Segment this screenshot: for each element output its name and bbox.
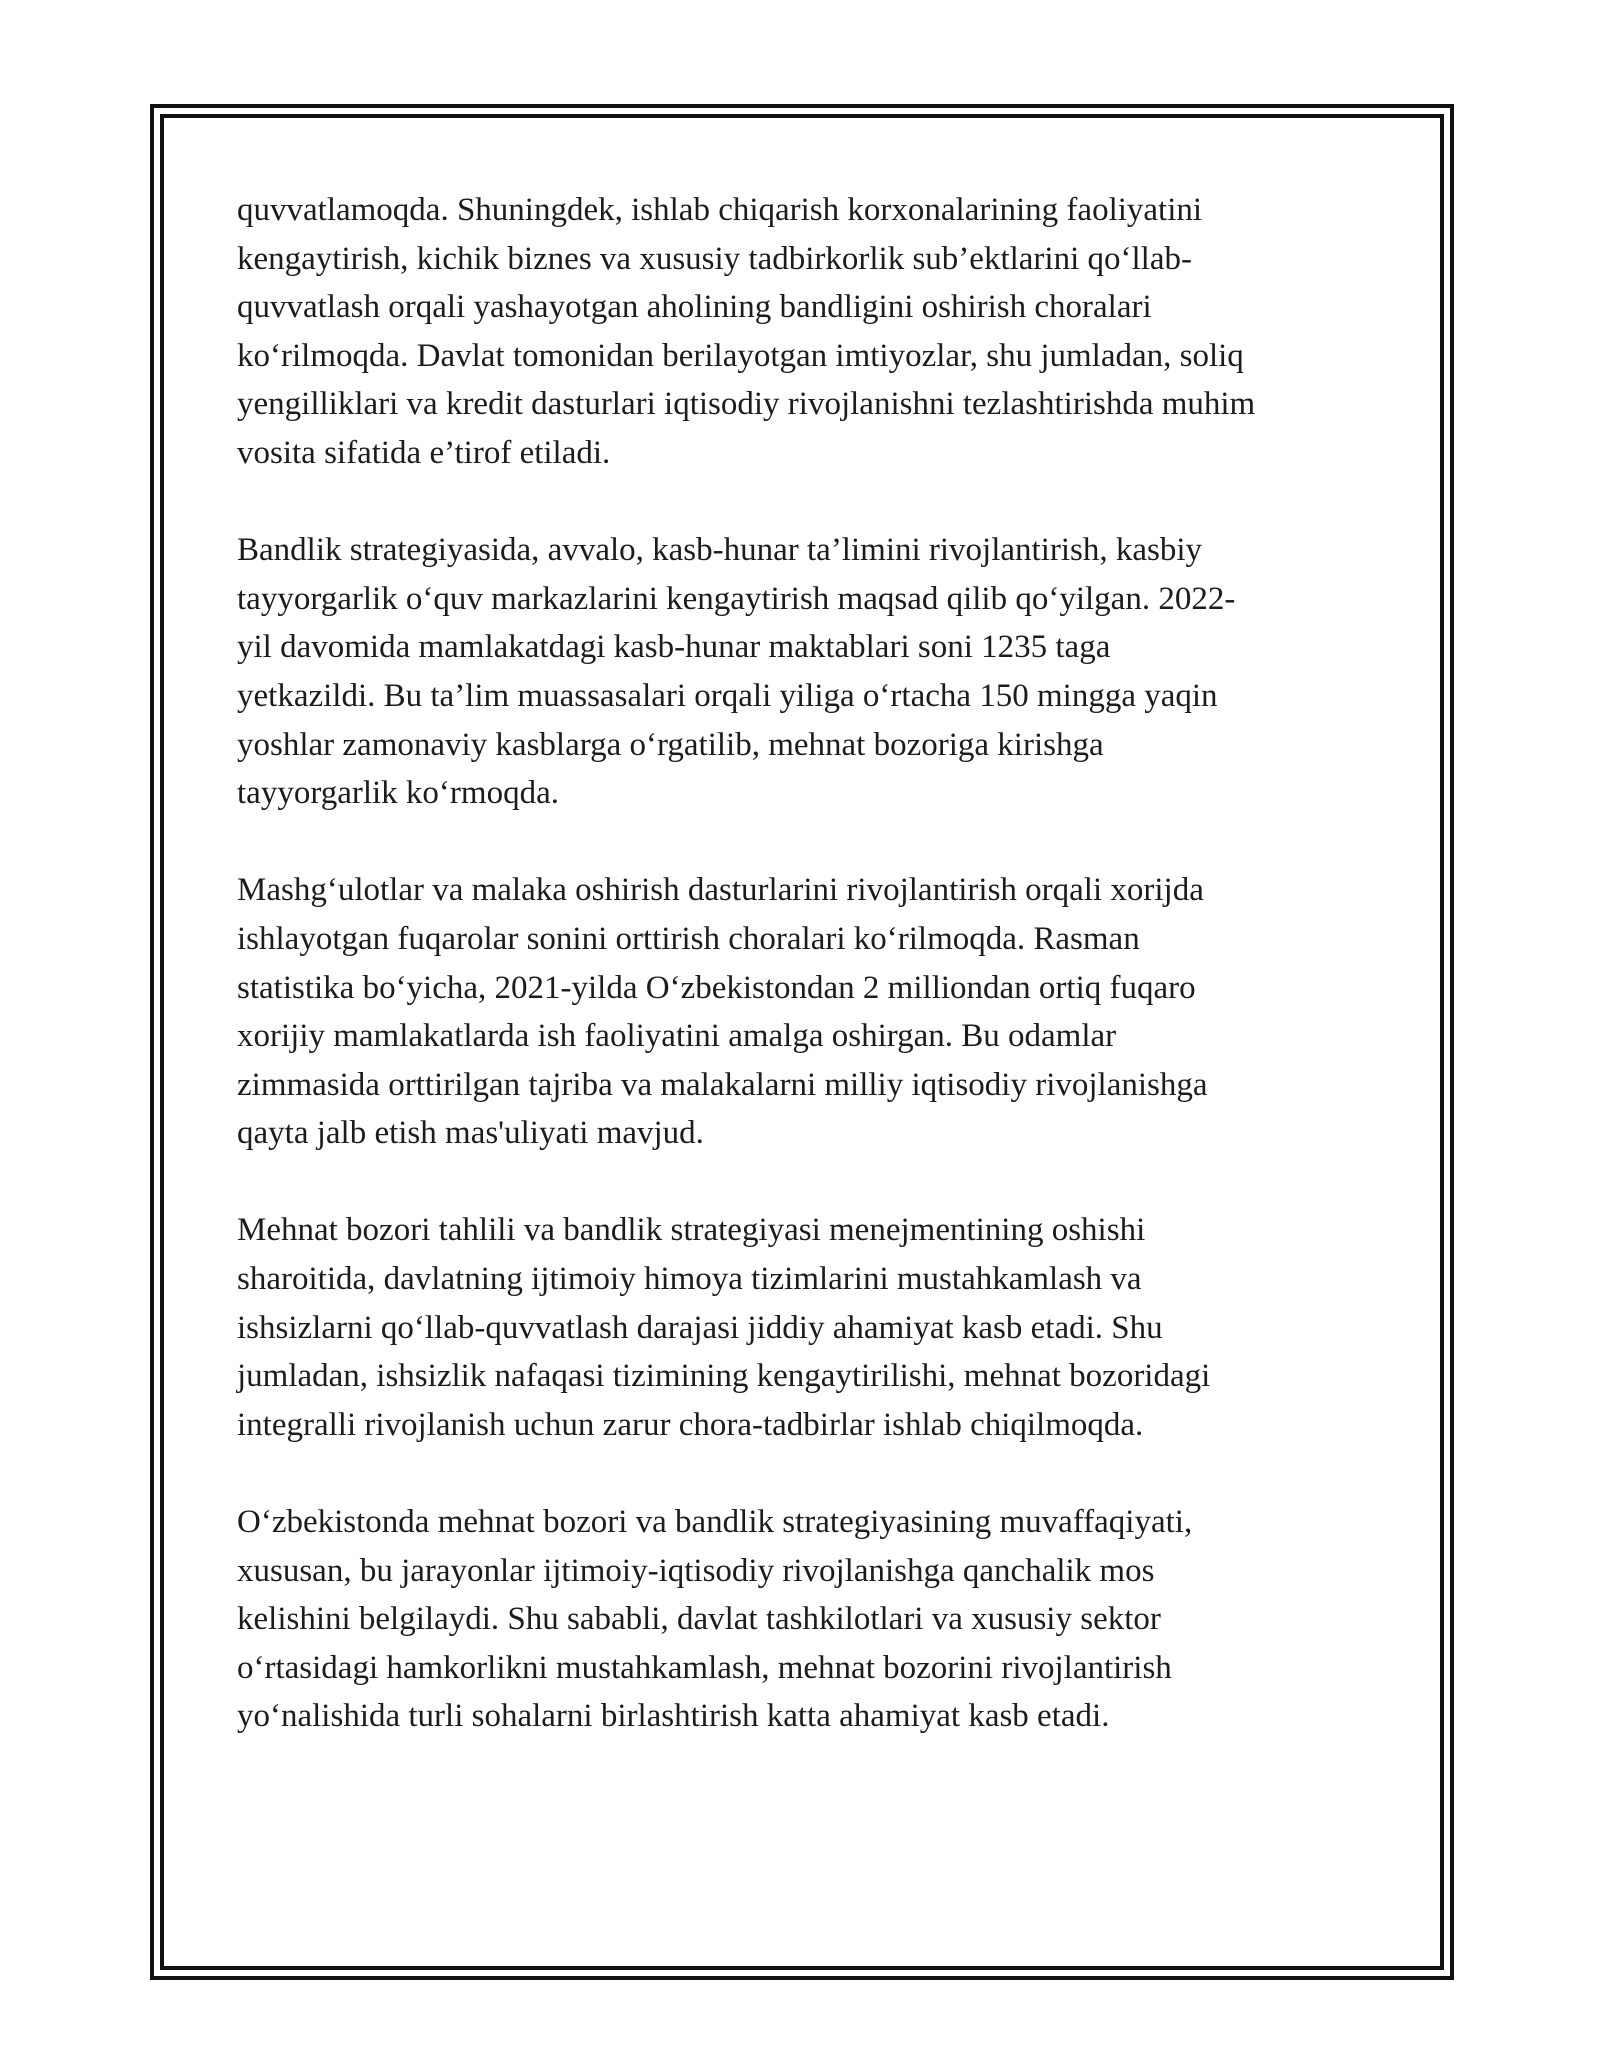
- paragraph-5: [237, 1498, 1397, 1741]
- text-line: O‘zbekistonda mehnat bozori va bandlik strategiyasining muvaffaqiyati,: [237, 1504, 1193, 1541]
- text-line: yengilliklari va kredit dasturlari iqtisodiy rivojlanishni tezlashtirishda muhim: [237, 386, 1256, 423]
- text-line: xorijiy mamlakatlarda ish faoliyatini amalga oshirgan. Bu odamlar: [237, 1018, 1117, 1055]
- text-line: Mashg‘ulotlar va malaka oshirish dasturlarini rivojlantirish orqali xorijda: [237, 872, 1204, 909]
- text-line: zimmasida orttirilgan tajriba va malakalarni milliy iqtisodiy rivojlanishga: [237, 1066, 1208, 1103]
- text-line: yo‘nalishida turli sohalarni birlashtirish katta ahamiyat kasb etadi.: [237, 1698, 1110, 1735]
- text-line: statistika bo‘yicha, 2021-yilda O‘zbekistondan 2 milliondan ortiq fuqaro: [237, 969, 1196, 1006]
- text-line: kelishini belgilaydi. Shu sababli, davlat tashkilotlari va xususiy sektor: [237, 1601, 1161, 1638]
- text-line: kengaytirish, kichik biznes va xususiy tadbirkorlik sub’ektlarini qo‘llab-: [237, 240, 1192, 277]
- text-line: tayyorgarlik o‘quv markazlarini kengaytirish maqsad qilib qo‘yilgan. 2022-: [237, 580, 1236, 617]
- text-line: o‘rtasidagi hamkorlikni mustahkamlash, mehnat bozorini rivojlantirish: [237, 1649, 1172, 1686]
- text-line: yil davomida mamlakatdagi kasb-hunar maktablari soni 1235 taga: [237, 629, 1111, 666]
- paragraph-3: [237, 866, 1397, 1158]
- text-line: Mehnat bozori tahlili va bandlik strategiyasi menejmentining oshishi: [237, 1212, 1146, 1249]
- text-line: xususan, bu jarayonlar ijtimoiy-iqtisodiy rivojlanishga qanchalik mos: [237, 1552, 1155, 1589]
- text-line: sharoitida, davlatning ijtimoiy himoya tizimlarini mustahkamlash va: [237, 1261, 1142, 1298]
- paragraph-4: [237, 1206, 1397, 1449]
- text-line: quvvatlash orqali yashayotgan aholining bandligini oshirish choralari: [237, 289, 1152, 326]
- paragraph-2: [237, 526, 1397, 818]
- text-line: yoshlar zamonaviy kasblarga o‘rgatilib, mehnat bozoriga kirishga: [237, 726, 1104, 763]
- text-line: integralli rivojlanish uchun zarur chora-tadbirlar ishlab chiqilmoqda.: [237, 1406, 1144, 1443]
- text-line: ko‘rilmoqda. Davlat tomonidan berilayotgan imtiyozlar, shu jumladan, soliq: [237, 337, 1244, 374]
- text-line: Bandlik strategiyasida, avvalo, kasb-hunar ta’limini rivojlantirish, kasbiy: [237, 532, 1203, 569]
- document-body: [237, 186, 1397, 1790]
- text-line: tayyorgarlik ko‘rmoqda.: [237, 775, 559, 812]
- text-line: qayta jalb etish mas'uliyati mavjud.: [237, 1115, 704, 1152]
- text-line: ishsizlarni qo‘llab-quvvatlash darajasi jiddiy ahamiyat kasb etadi. Shu: [237, 1309, 1163, 1346]
- paragraph-1: [237, 186, 1397, 478]
- text-line: ishlayotgan fuqarolar sonini orttirish choralari ko‘rilmoqda. Rasman: [237, 920, 1140, 957]
- text-line: jumladan, ishsizlik nafaqasi tizimining kengaytirilishi, mehnat bozoridagi: [237, 1358, 1211, 1395]
- text-line: vosita sifatida e’tirof etiladi.: [237, 434, 611, 471]
- text-line: yetkazildi. Bu ta’lim muassasalari orqali yiliga o‘rtacha 150 mingga yaqin: [237, 677, 1218, 714]
- text-line: quvvatlamoqda. Shuningdek, ishlab chiqarish korxonalarining faoliyatini: [237, 192, 1203, 228]
